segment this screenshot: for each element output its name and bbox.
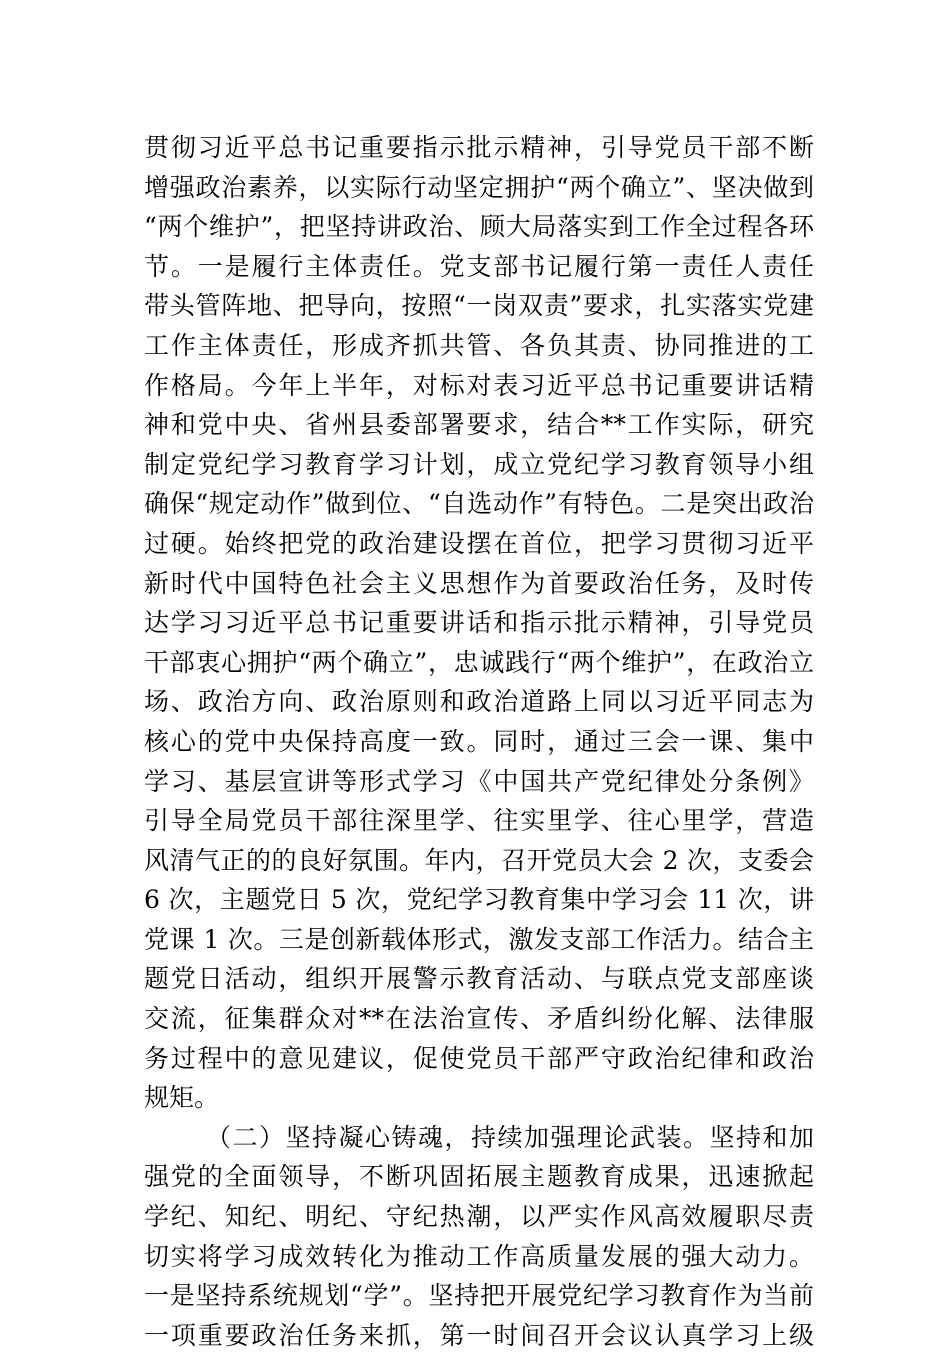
section-heading-line: （二）坚持凝心铸魂，持续加强理论武装。坚持和加 [206,1122,814,1152]
text-line: 场、政治方向、政治原则和政治道路上同以习近平同志为 [144,687,814,717]
text-line: 学纪、知纪、明纪、守纪热潮，以严实作风高效履职尽责 [144,1202,814,1232]
text-line: 增强政治素养，以实际行动坚定拥护“两个确立”、坚决做到 [144,172,814,202]
text-line: 一项重要政治任务来抓，第一时间召开会议认真学习上级 [144,1320,814,1350]
text-line: 干部衷心拥护“两个确立”，忠诚践行“两个维护”，在政治立 [144,647,814,677]
text-line: 带头管阵地、把导向，按照“一岗双责”要求，扎实落实党建 [144,291,814,321]
text-line: 制定党纪学习教育学习计划，成立党纪学习教育领导小组 [144,449,814,479]
text-line: 6 次，主题党日 5 次，党纪学习教育集中学习会 11 次，讲 [144,885,814,915]
text-line: 确保“规定动作”做到位、“自选动作”有特色。二是突出政治 [144,489,814,519]
text-line: “两个维护”，把坚持讲政治、顾大局落实到工作全过程各环 [144,212,814,242]
text-line: 强党的全面领导，不断巩固拓展主题教育成果，迅速掀起 [144,1162,814,1192]
text-line: 交流，征集群众对**在法治宣传、矛盾纠纷化解、法律服 [144,1004,814,1034]
text-line: 学习、基层宣讲等形式学习《中国共产党纪律处分条例》 [144,766,814,796]
paragraph-end-line: 规矩。 [144,1083,220,1113]
text-line: 核心的党中央保持高度一致。同时，通过三会一课、集中 [144,726,814,756]
text-line: 工作主体责任，形成齐抓共管、各负其责、协同推进的工 [144,330,814,360]
text-line: 作格局。今年上半年，对标对表习近平总书记重要讲话精 [144,370,814,400]
text-line: 节。一是履行主体责任。党支部书记履行第一责任人责任 [144,251,814,281]
text-line: 风清气正的的良好氛围。年内，召开党员大会 2 次，支委会 [144,845,814,875]
text-line: 新时代中国特色社会主义思想作为首要政治任务，及时传 [144,568,814,598]
text-line: 务过程中的意见建议，促使党员干部严守政治纪律和政治 [144,1043,814,1073]
text-line: 达学习习近平总书记重要讲话和指示批示精神，引导党员 [144,608,814,638]
text-line: 引导全局党员干部往深里学、往实里学、往心里学，营造 [144,806,814,836]
text-line: 贯彻习近平总书记重要指示批示精神，引导党员干部不断 [144,133,814,162]
text-line: 题党日活动，组织开展警示教育活动、与联点党支部座谈 [144,964,814,994]
text-line: 党课 1 次。三是创新载体形式，激发支部工作活力。结合主 [144,924,814,954]
text-line: 切实将学习成效转化为推动工作高质量发展的强大动力。 [144,1241,814,1271]
text-line: 神和党中央、省州县委部署要求，结合**工作实际，研究 [144,410,814,440]
text-line: 一是坚持系统规划“学”。坚持把开展党纪学习教育作为当前 [144,1281,814,1311]
text-line: 过硬。始终把党的政治建设摆在首位，把学习贯彻习近平 [144,528,814,558]
document-body [144,128,814,1355]
